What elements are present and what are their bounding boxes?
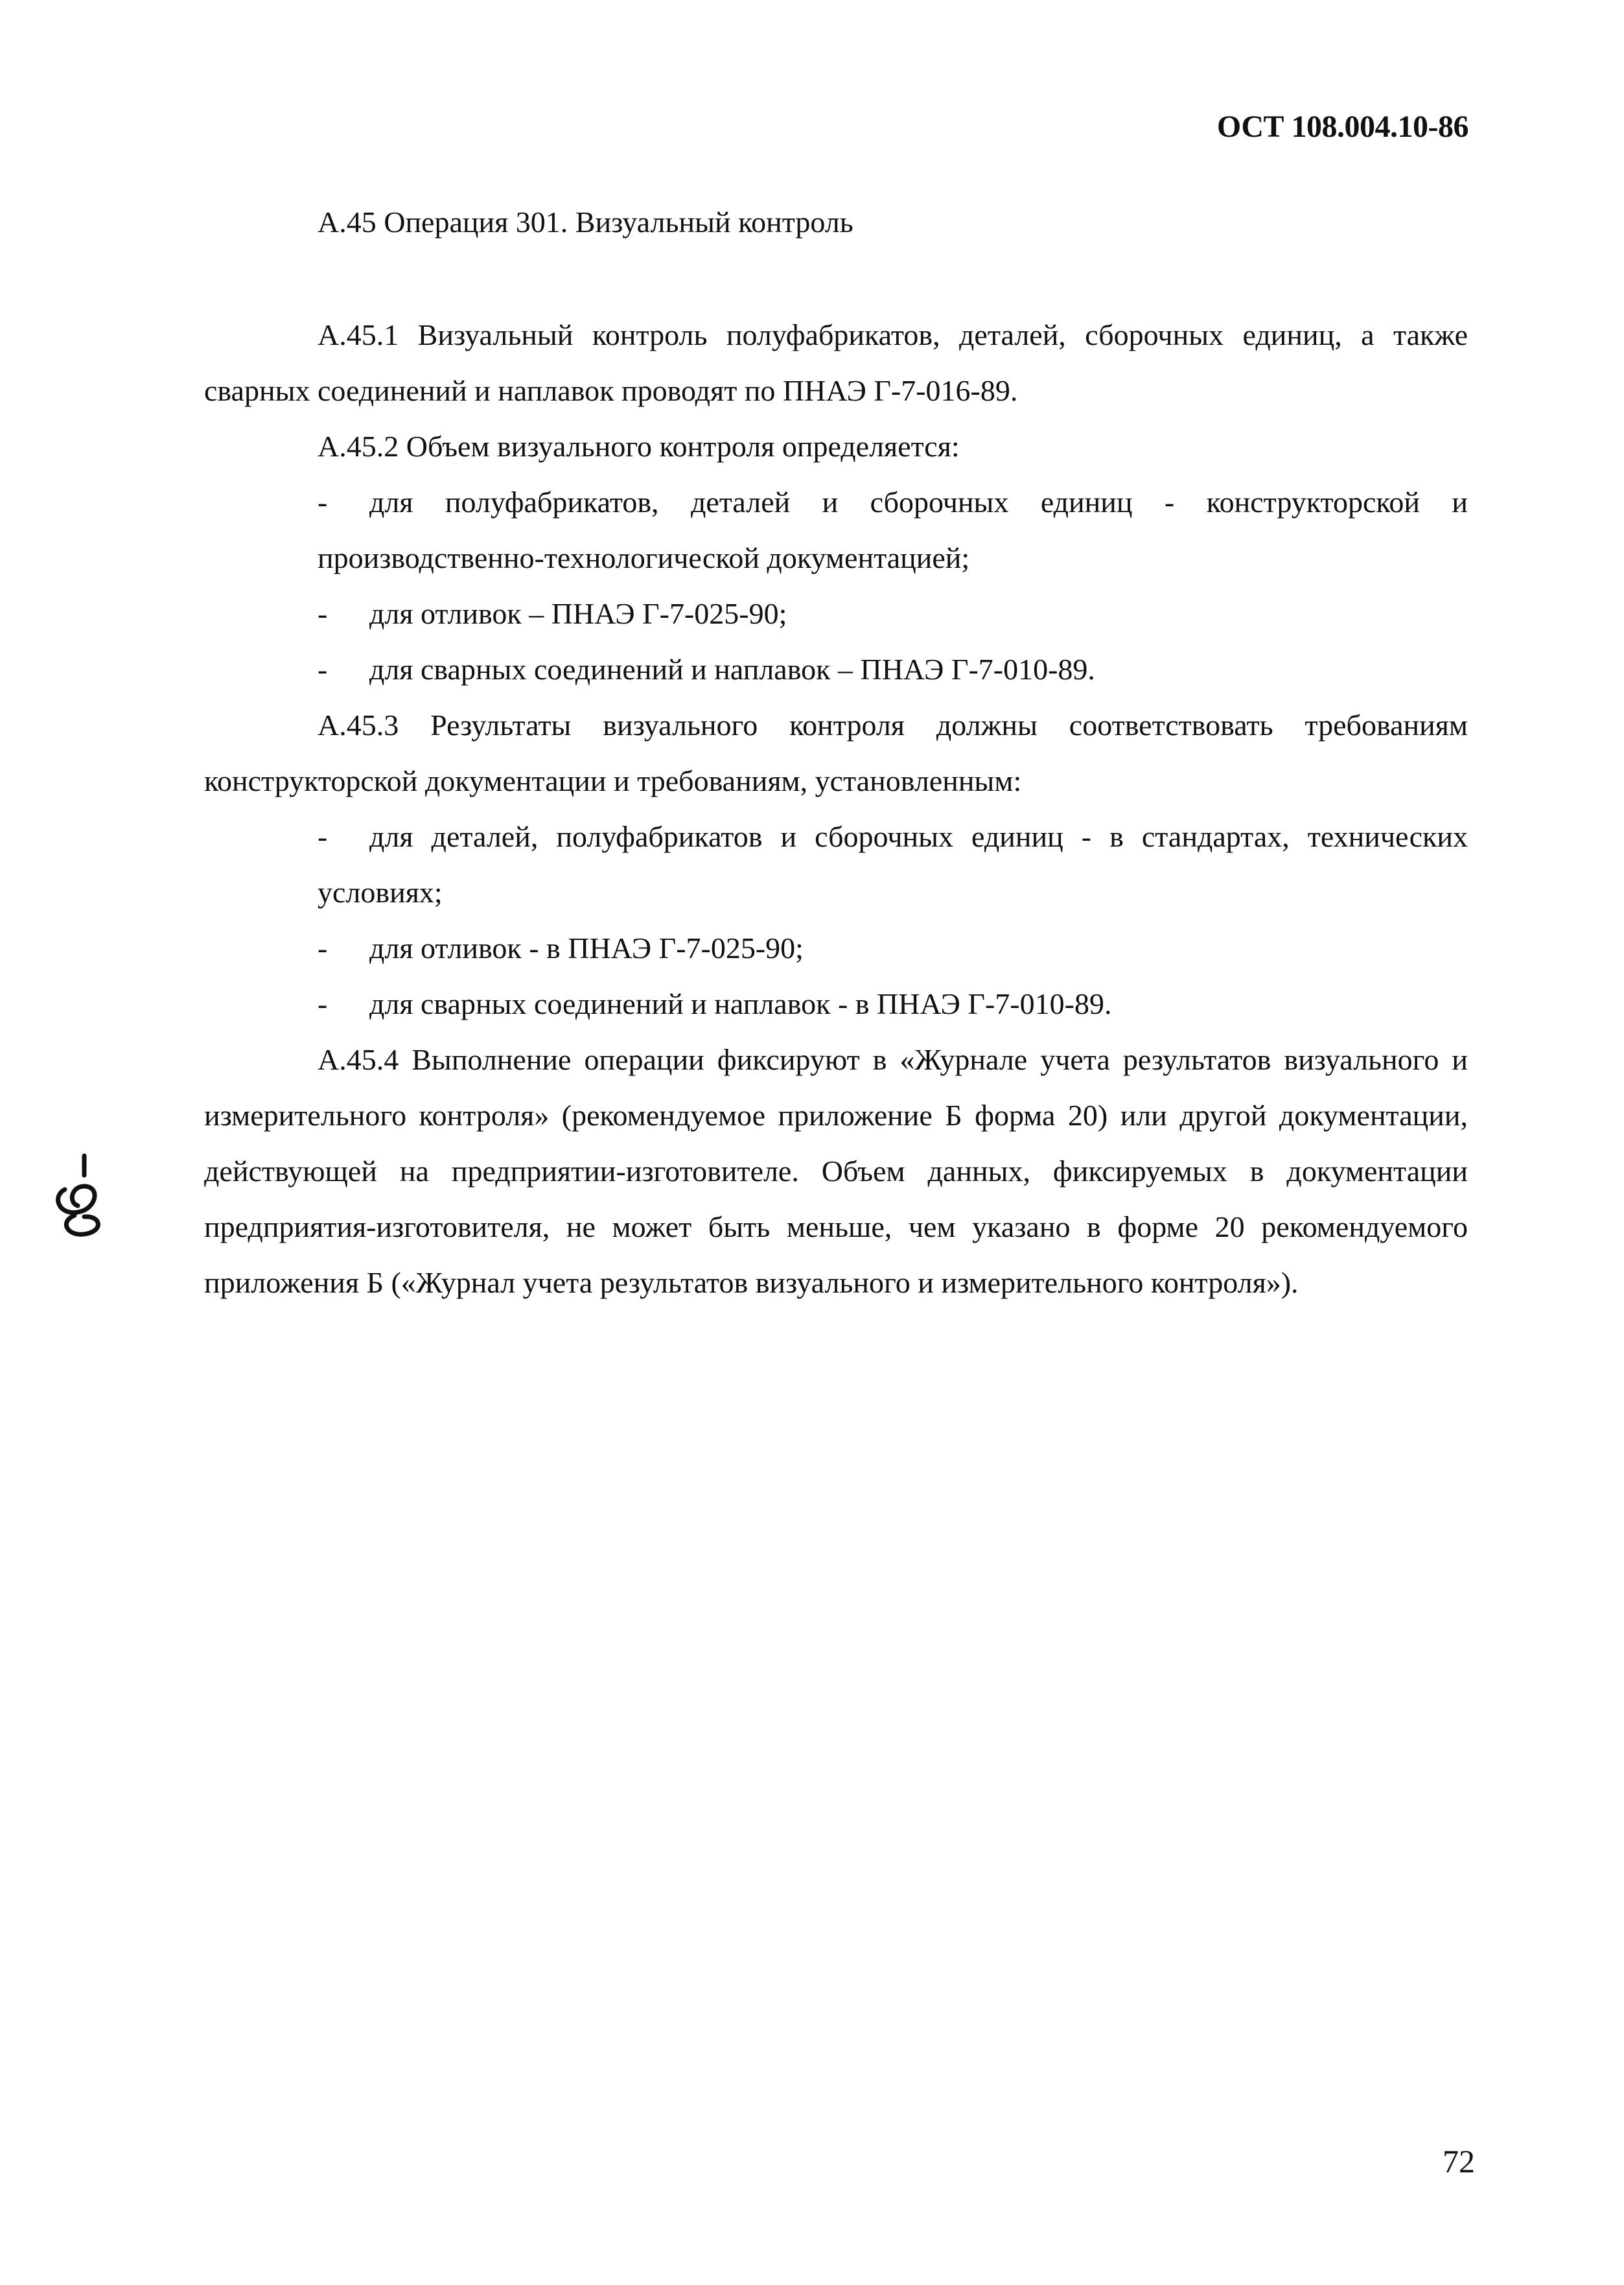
list-item-text: для отливок – ПНАЭ Г-7-025-90;	[369, 597, 787, 630]
page-number: 72	[1443, 2143, 1475, 2179]
dash-marker: -	[318, 932, 328, 965]
handwritten-margin-note	[39, 1151, 123, 1241]
list-item-text: для полуфабрикатов, деталей и сборочных единиц - конструкторской и производственно-технологической документацией;	[318, 486, 1468, 574]
dash-marker: -	[318, 820, 328, 853]
list-item	[204, 475, 1468, 586]
list-item-text: для сварных соединений и наплавок – ПНАЭ Г-7-010-89.	[369, 653, 1095, 686]
list-item-text: для отливок - в ПНАЭ Г-7-025-90;	[369, 932, 804, 965]
document-code-header: ОСТ 108.004.10-86	[1216, 110, 1468, 144]
list-item	[204, 586, 1468, 642]
document-body	[204, 194, 1468, 1311]
list-item	[204, 976, 1468, 1032]
paragraph-a45-1: А.45.1 Визуальный контроль полуфабрикатов, деталей, сборочных единиц, а также сварных соединений и наплавок проводят по ПНАЭ Г-7-016-89.	[204, 318, 1468, 407]
paragraph-a45-4: А.45.4 Выполнение операции фиксируют в «Журнале учета результатов визуального и измерительного контроля» (рекомендуемое приложение Б форма 20) или другой документации, действующей на предприятии-изготовителе. Объем данных, фиксируемых в документации предприятия-изготовителя, не может быть меньше, чем указано в форме 20 рекомендуемого приложения Б («Журнал учета результатов визуального и измерительного контроля»).	[204, 1043, 1468, 1299]
section-title: А.45 Операция 301. Визуальный контроль	[318, 205, 853, 239]
list-item	[204, 920, 1468, 976]
dash-marker: -	[318, 597, 328, 630]
dash-marker: -	[318, 653, 328, 686]
list-item	[204, 642, 1468, 697]
list-item-text: для деталей, полуфабрикатов и сборочных единиц - в стандартах, технических условиях;	[318, 820, 1468, 909]
dash-marker: -	[318, 486, 328, 519]
paragraph-a45-3: А.45.3 Результаты визуального контроля должны соответствовать требованиям конструкторской документации и требованиям, установленным:	[204, 709, 1468, 797]
list-item	[204, 809, 1468, 920]
dash-marker: -	[318, 987, 328, 1020]
list-item-text: для сварных соединений и наплавок - в ПНАЭ Г-7-010-89.	[369, 987, 1112, 1020]
paragraph-a45-2: А.45.2 Объем визуального контроля определяется:	[318, 430, 960, 463]
